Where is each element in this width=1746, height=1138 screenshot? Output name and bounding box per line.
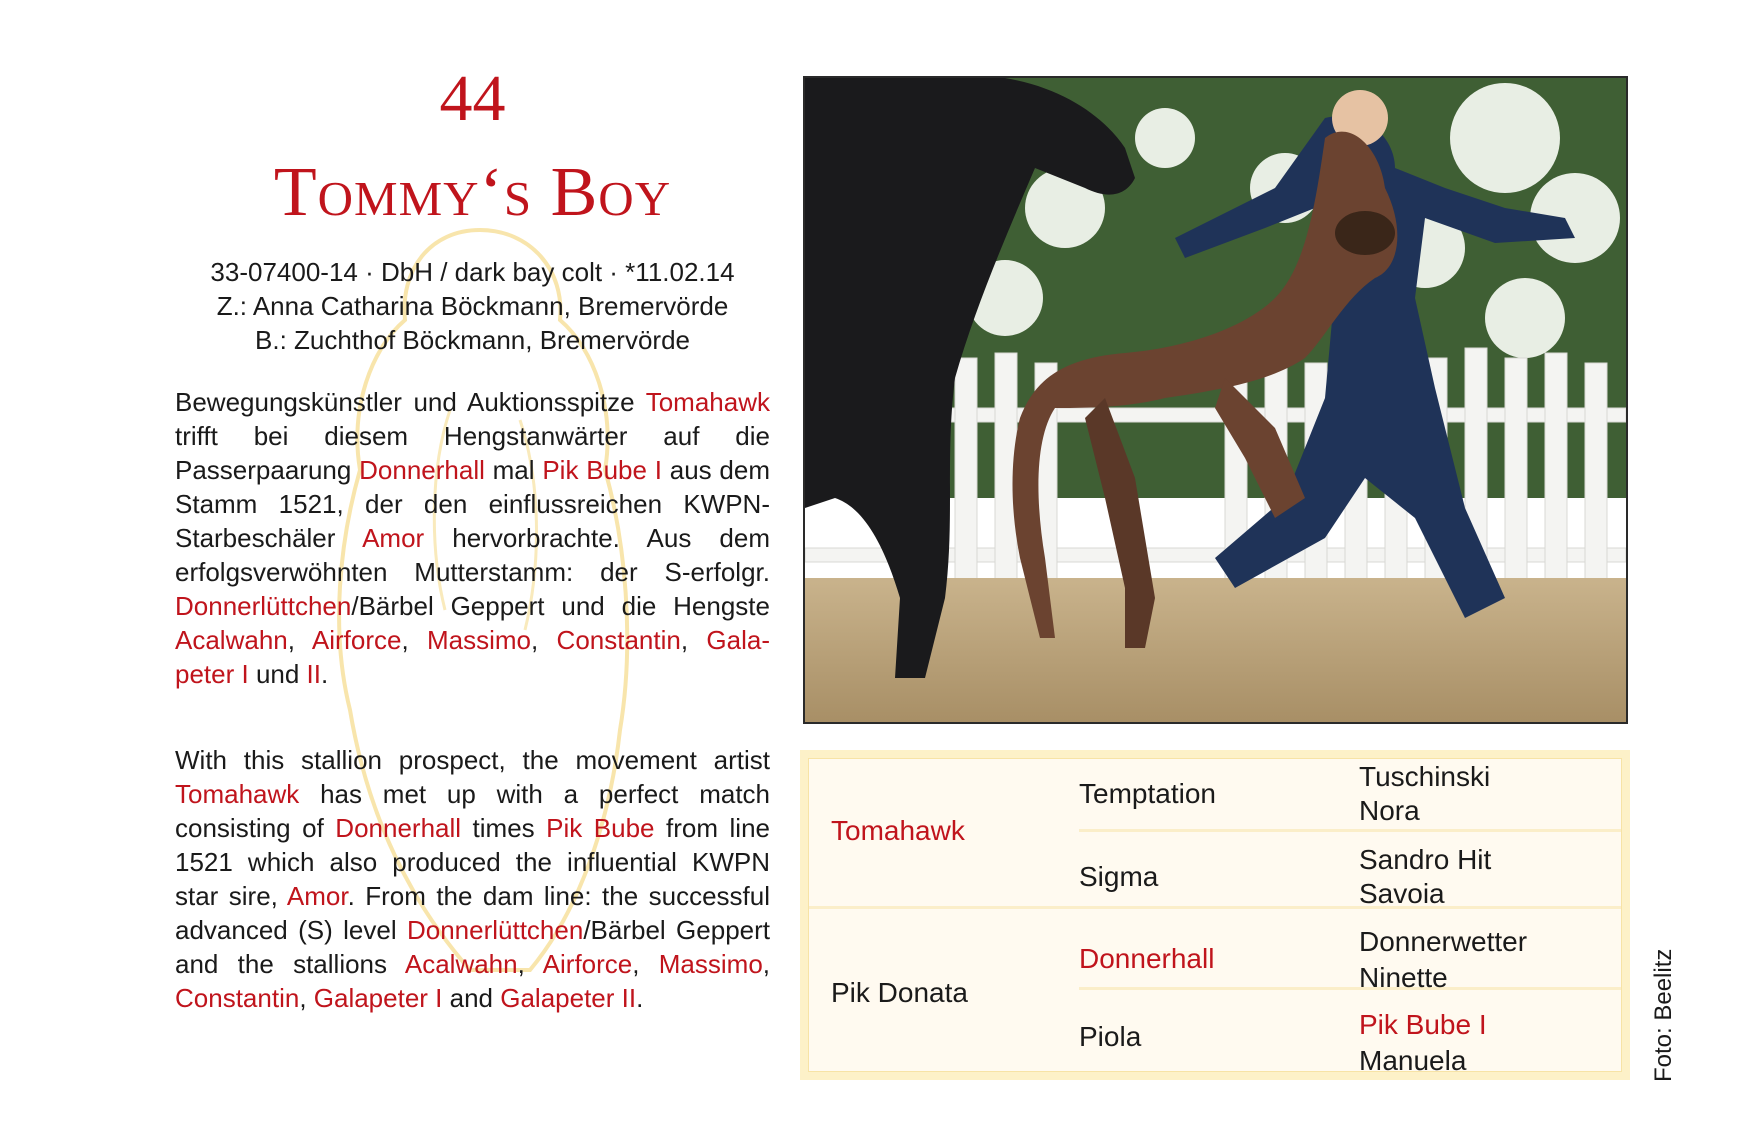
text-segment: /Bärbel Geppert und die Hengste: [351, 591, 770, 621]
text-segment: times: [461, 813, 547, 843]
pedigree-ds-dam: Ninette: [1359, 962, 1448, 993]
pedigree-dd-sire: Pik Bube I: [1359, 1009, 1487, 1040]
text-segment: With this stallion prospect, the movement artist: [175, 745, 770, 775]
horse-name-link: Amor: [362, 523, 425, 553]
horse-photo: [803, 76, 1628, 724]
horse-name-link: Massimo: [658, 949, 763, 979]
pedigree-dam-sire: Donnerhall: [1079, 943, 1215, 974]
pedigree-dam: Pik Donata: [831, 977, 968, 1008]
photo-credit: Foto: Beelitz: [1650, 948, 1677, 1082]
horse-name-link: Galapeter II: [500, 983, 637, 1013]
text-segment: . From the dam line: the successful advanced (S) level: [175, 881, 770, 945]
horse-name-link: Donnerhall: [335, 813, 462, 843]
text-segment: ,: [299, 983, 314, 1013]
text-segment: ,: [762, 949, 771, 979]
pedigree-divider: [1079, 987, 1621, 990]
horse-name-link: Constantin: [556, 625, 681, 655]
pedigree-divider: [1079, 829, 1621, 832]
horse-name-link: Airforce: [311, 625, 402, 655]
pedigree-sire-sire: Temptation: [1079, 778, 1216, 809]
pedigree-sire-dam: Sigma: [1079, 861, 1159, 892]
text-segment: from line 1521 which also produced the influential KWPN star sire,: [175, 813, 770, 911]
pedigree-sd-dam: Savoia: [1359, 878, 1445, 909]
pedigree-divider: [809, 906, 1621, 909]
horse-name-link: Amor: [286, 881, 348, 911]
text-segment: ,: [632, 949, 659, 979]
pedigree-ss-dam: Nora: [1359, 795, 1420, 826]
horse-name-link: Massimo: [426, 625, 531, 655]
text-segment: und: [248, 659, 307, 689]
horse-name-link: Pik Bube I: [542, 455, 662, 485]
horse-name-link: Tomahawk: [645, 387, 770, 417]
text-segment: hervorbrachte. Aus dem erfolgsverwöhnten Mutterstamm: der S-erfolgr.: [175, 523, 770, 587]
pedigree-sd-sire: Sandro Hit: [1359, 844, 1492, 875]
text-segment: ,: [531, 625, 557, 655]
text-segment: .: [321, 659, 329, 689]
pedigree-ds-sire: Donnerwetter: [1359, 926, 1528, 957]
pedigree-dd-dam: Manuela: [1359, 1045, 1467, 1076]
text-segment: /Bärbel Geppert and the stallions: [175, 915, 770, 979]
owner-line: B.: Zuchthof Böckmann, Bremervörde: [255, 325, 690, 355]
text-segment: Bewegungskünstler und Auktionsspitze: [175, 387, 646, 417]
text-segment: ,: [517, 949, 543, 979]
text-segment: ,: [401, 625, 427, 655]
horse-name-link: Pik Bube: [546, 813, 655, 843]
text-segment: aus dem Stamm 1521, der den einflussreichen KWPN-Starbeschäler: [175, 455, 771, 553]
horse-name-link: Galapeter I: [313, 983, 443, 1013]
pedigree-panel: [808, 758, 1622, 1076]
text-segment: mal: [484, 455, 543, 485]
text-segment: has met up with a perfect match consisting of: [175, 779, 770, 843]
horse-name-link: II: [306, 659, 321, 689]
horse-name-link: Donnerlüttchen: [406, 915, 584, 945]
pedigree-dam-dam: Piola: [1079, 1021, 1142, 1052]
horse-meta: [175, 255, 770, 357]
pedigree-table: [800, 750, 1630, 1080]
horse-name-link: Donnerlüttchen: [175, 591, 352, 621]
text-segment: and: [442, 983, 501, 1013]
lot-number: 44: [439, 62, 506, 135]
horse-name: Tommy‘s Boy: [273, 154, 672, 231]
horse-name-link: Tomahawk: [175, 779, 300, 809]
description-german: [175, 385, 770, 691]
pedigree-ss-sire: Tuschinski: [1359, 761, 1491, 792]
horse-name-link: Acalwahn: [175, 625, 288, 655]
text-segment: trifft bei diesem Hengstanwärter auf die Passerpaarung: [175, 421, 770, 485]
text-segment: .: [636, 983, 644, 1013]
horse-name-link: Airforce: [542, 949, 633, 979]
pedigree-sire: Tomahawk: [831, 815, 965, 846]
text-segment: ,: [287, 625, 312, 655]
horse-name-link: Galapeter I: [175, 625, 770, 689]
registration-line: 33-07400-14 · DbH / dark bay colt · *11.02.14: [210, 257, 735, 287]
horse-name-link: Donnerhall: [359, 455, 485, 485]
breeder-line: Z.: Anna Catharina Böckmann, Bremervörde: [216, 291, 729, 321]
horse-name-link: Acalwahn: [404, 949, 518, 979]
description-english: [175, 743, 770, 1015]
text-segment: ,: [680, 625, 707, 655]
horse-name-link: Constantin: [175, 983, 300, 1013]
